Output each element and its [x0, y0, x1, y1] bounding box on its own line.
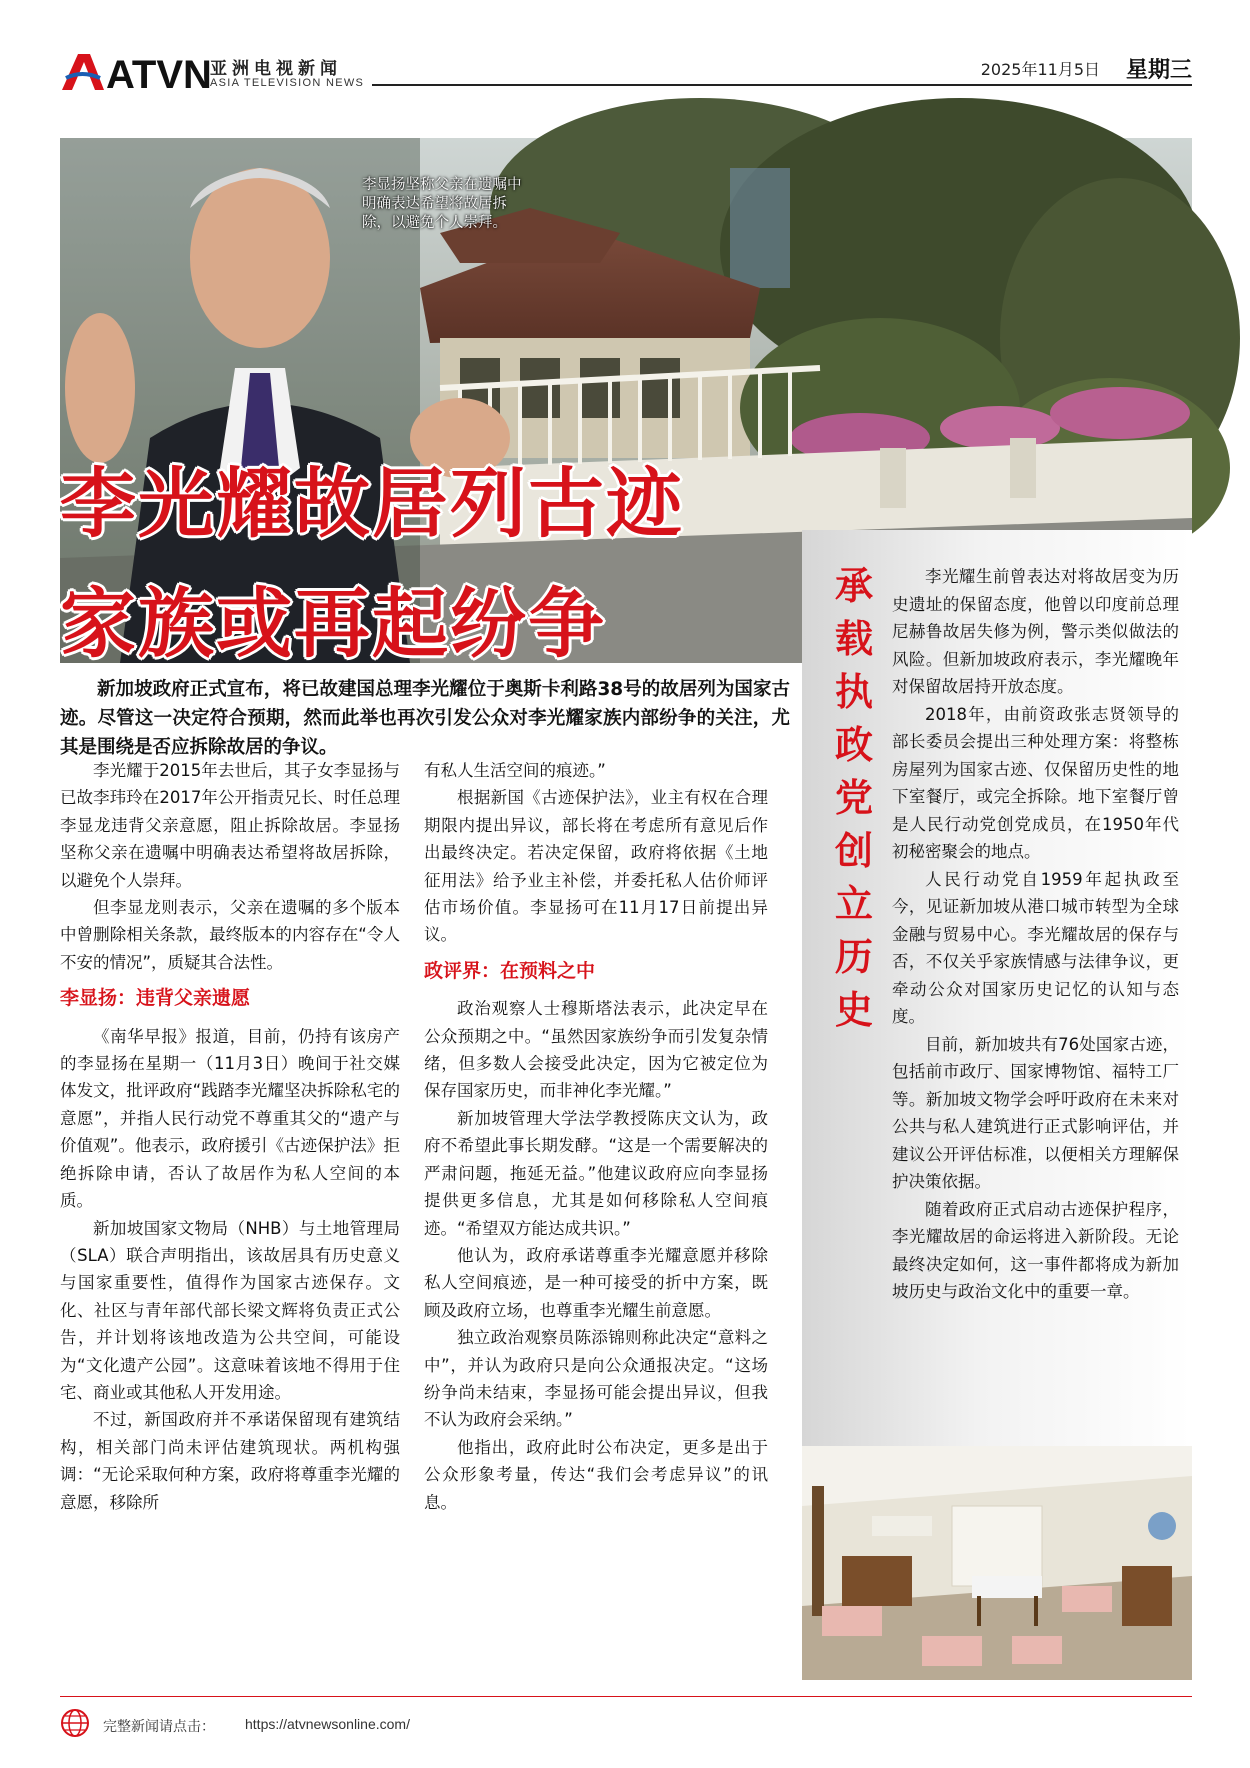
article-paragraph: 不过，新国政府并不承诺保留现有建筑结构，相关部门尚未评估建筑现状。两机构强调：“无论采取何种方案，政府将尊重李光耀的意愿，移除所: [60, 1410, 400, 1512]
article-column-1: [60, 757, 400, 1516]
article-paragraph: 有私人生活空间的痕迹。”: [424, 761, 606, 780]
atvn-logo: [60, 48, 212, 97]
sidebar-paragraph: 随着政府正式启动古迹保护程序，李光耀故居的命运将进入新阶段。无论最终决定如何，这一事件都将成为新加坡历史与政治文化中的重要一章。: [892, 1199, 1179, 1301]
subheading: 李显扬：违背父亲遗愿: [60, 987, 251, 1010]
article-paragraph: 他认为，政府承诺尊重李光耀意愿并移除私人空间痕迹，是一种可接受的折中方案，既顾及政府立场，也尊重李光耀生前意愿。: [424, 1245, 768, 1320]
article-paragraph: 根据新国《古迹保护法》，业主有权在合理期限内提出异议，部长将在考虑所有意见后作出最终决定。若决定保留，政府将依据《土地征用法》给予业主补偿，并委托私人估价师评估市场价值。李显扬可在11月17日前提出异议。: [424, 788, 768, 945]
issue-weekday: 星期三: [1125, 58, 1192, 83]
photo-caption: 李显扬坚称父亲在遗嘱中明确表达希望将故居拆除，以避免个人崇拜。: [362, 177, 522, 231]
sidebar-paragraph: 李光耀生前曾表达对将故居变为历史遗址的保留态度，他曾以印度前总理尼赫鲁故居失修为例，警示类似做法的风险。但新加坡政府表示，李光耀晚年对保留故居持开放态度。: [892, 567, 1179, 696]
sidebar-body: [892, 563, 1179, 1306]
sidebar-title: 承载执政党创立历史: [834, 564, 873, 1032]
headline-line-1: 李光耀故居列古迹: [60, 459, 684, 548]
brand-name-en: ASIA TELEVISION NEWS: [210, 77, 365, 89]
header-divider: [372, 84, 1192, 86]
article-paragraph: 但李显龙则表示，父亲在遗嘱的多个版本中曾删除相关条款，最终版本的内容存在“令人不安的情况”，质疑其合法性。: [60, 898, 400, 972]
article-paragraph: 他指出，政府此时公布决定，更多是出于公众形象考量，传达“我们会考虑异议”的讯息。: [424, 1437, 768, 1512]
article-paragraph: 独立政治观察员陈添锦则称此决定“意料之中”，并认为政府只是向公众通报决定。“这场纷争尚未结束，李显扬可能会提出异议，但我不认为政府会采纳。”: [424, 1328, 768, 1430]
sidebar-paragraph: 2018年，由前资政张志贤领导的部长委员会提出三种处理方案：将整栋房屋列为国家古迹、仅保留历史性的地下室餐厅，或完全拆除。地下室餐厅曾是人民行动党创党成员，在1950年代初秘密聚会的地点。: [892, 704, 1179, 861]
footer-label: 完整新闻请点击：: [103, 1719, 215, 1735]
lead-paragraph: 新加坡政府正式宣布，将已故建国总理李光耀位于奥斯卡利路38号的故居列为国家古迹。尽管这一决定符合预期，然而此举也再次引发公众对李光耀家族内部纷争的关注，尤其是围绕是否应拆除故居的争议。: [60, 679, 790, 758]
globe-icon: [60, 1708, 90, 1738]
article-column-2: [424, 757, 768, 1516]
article-paragraph: 政治观察人士穆斯塔法表示，此决定早在公众预期之中。“虽然因家族纷争而引发复杂情绪，但多数人会接受此决定，因为它被定位为保存国家历史，而非神化李光耀。”: [424, 999, 768, 1101]
footer-divider: [60, 1696, 1192, 1697]
issue-date: 2025年11月5日: [980, 60, 1100, 79]
sidebar-paragraph: 人民行动党自1959年起执政至今，见证新加坡从港口城市转型为全球金融与贸易中心。李光耀故居的保存与否，不仅关乎家族情感与法律争议，更牵动公众对国家历史记忆的认知与态度。: [892, 869, 1179, 1026]
subheading: 政评界：在预料之中: [424, 959, 596, 982]
interior-photo: [802, 1446, 1192, 1680]
brand-name-cn: 亚洲电视新闻: [210, 59, 342, 79]
sidebar-paragraph: 目前，新加坡共有76处国家古迹，包括前市政厅、国家博物馆、福特工厂等。新加坡文物学会呼吁政府在未来对公共与私人建筑进行正式影响评估，并建议公开评估标准，以便相关方理解保护决策依据。: [892, 1034, 1179, 1191]
article-paragraph: 新加坡国家文物局（NHB）与土地管理局（SLA）联合声明指出，该故居具有历史意义与国家重要性，值得作为国家古迹保存。文化、社区与青年部代部长梁文辉将负责正式公告，并计划将该地改造为公共空间，可能设为“文化遗产公园”。这意味着该地不得用于住宅、商业或其他私人开发用途。: [60, 1218, 400, 1402]
headline-line-2: 家族或再起纷争: [60, 579, 606, 668]
article-paragraph: 新加坡管理大学法学教授陈庆文认为，政府不希望此事长期发酵。“这是一个需要解决的严肃问题，拖延无益。”他建议政府应向李显扬提供更多信息，尤其是如何移除私人空间痕迹。“希望双方能达成共识。”: [424, 1108, 768, 1238]
footer-link[interactable]: https://atvnewsonline.com/: [245, 1716, 410, 1732]
article-paragraph: 《南华早报》报道，目前，仍持有该房产的李显扬在星期一（11月3日）晚间于社交媒体发文，批评政府“践踏李光耀坚决拆除私宅的意愿”，并指人民行动党不尊重其父的“遗产与价值观”。他表示，政府援引《古迹保护法》拒绝拆除申请，否认了故居作为私人空间的本质。: [60, 1026, 400, 1211]
article-paragraph: 李光耀于2015年去世后，其子女李显扬与已故李玮玲在2017年公开指责兄长、时任总理李显龙违背父亲意愿，阻止拆除故居。李显扬坚称父亲在遗嘱中明确表达希望将故居拆除，以避免个人崇拜。: [60, 761, 400, 890]
svg-text:ATVN: ATVN: [106, 53, 212, 97]
